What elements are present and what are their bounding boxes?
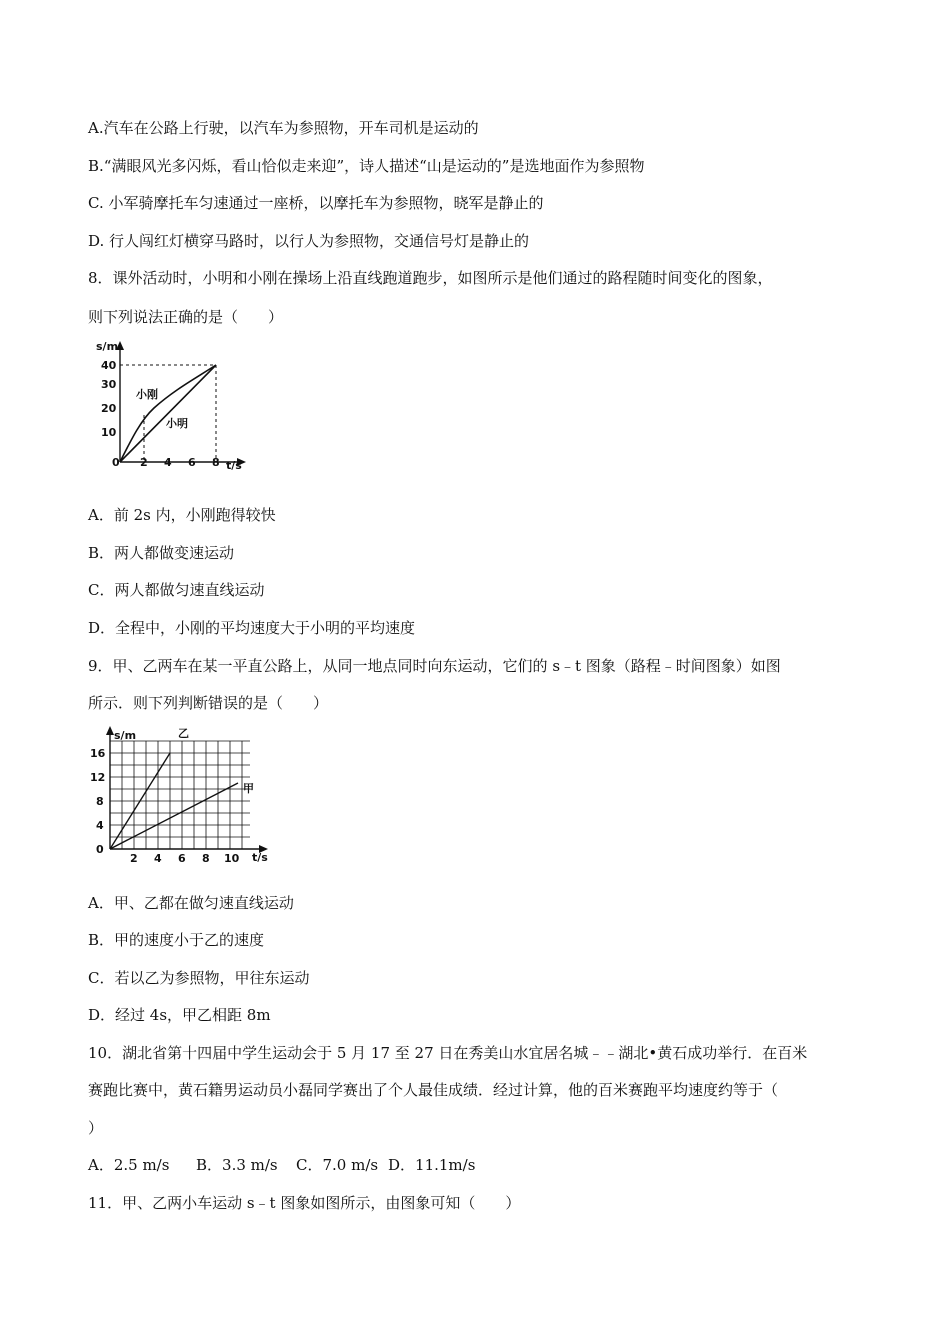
q10-stem-line2: 赛跑比赛中，黄石籍男运动员小磊同学赛出了个人最佳成绩．经过计算，他的百米赛跑平均速度约等于（ — [88, 1081, 779, 1099]
q8-option-a: A．前 2s 内，小刚跑得较快 — [88, 506, 276, 524]
q8-option-c: C．两人都做匀速直线运动 — [88, 581, 265, 599]
q9-ytick-12: 12 — [90, 771, 106, 784]
q9-ytick-0: 0 — [96, 843, 104, 856]
q9-xtick-4: 4 — [154, 852, 162, 865]
q8-ytick-10: 10 — [101, 426, 117, 439]
q8-xlabel: t/s — [226, 459, 242, 472]
q9-stem-line2: 所示．则下列判断错误的是（ ） — [88, 694, 329, 712]
q10-stem-line1: 10．湖北省第十四届中学生运动会于 5 月 17 至 27 日在秀美山水宜居名城﹣﹣湖北•黄石成功举行．在百米 — [88, 1044, 808, 1062]
q8-ylabel: s/m — [96, 340, 119, 353]
q8-option-d: D．全程中，小刚的平均速度大于小明的平均速度 — [88, 619, 416, 637]
q7-option-d: D. 行人闯红灯横穿马路时，以行人为参照物，交通信号灯是静止的 — [88, 232, 530, 250]
q9-xtick-10: 10 — [224, 852, 240, 865]
q11-stem: 11．甲、乙两小车运动 s﹣t 图象如图所示，由图象可知（ ） — [88, 1194, 521, 1212]
q8-xtick-6: 6 — [188, 456, 196, 469]
q8-option-b: B．两人都做变速运动 — [88, 544, 235, 562]
q9-xtick-2: 2 — [130, 852, 138, 865]
q8-ytick-20: 20 — [101, 402, 117, 415]
q9-option-a: A．甲、乙都在做匀速直线运动 — [88, 894, 294, 912]
q10-option-c: C．7.0 m/s — [296, 1156, 379, 1174]
q8-chart — [96, 338, 256, 473]
q9-series-jia — [110, 783, 238, 849]
q10-option-a: A．2.5 m/s — [88, 1156, 170, 1174]
q10-stem-line3: ） — [88, 1119, 104, 1137]
q8-xtick-8: 8 — [212, 456, 220, 469]
q9-ylabel: s/m — [114, 729, 137, 742]
q9-ytick-8: 8 — [96, 795, 104, 808]
q9-option-b: B．甲的速度小于乙的速度 — [88, 931, 265, 949]
q9-xtick-8: 8 — [202, 852, 210, 865]
q8-stem-line1: 8．课外活动时，小明和小刚在操场上沿直线跑道跑步，如图所示是他们通过的路程随时间变化的图象， — [88, 269, 773, 287]
q9-label-jia: 甲 — [243, 782, 254, 795]
q9-y-axis-arrow — [106, 726, 114, 735]
q9-xtick-6: 6 — [178, 852, 186, 865]
q9-ytick-4: 4 — [96, 819, 104, 832]
q8-ytick-40: 40 — [101, 359, 117, 372]
q8-xtick-2: 2 — [140, 456, 148, 469]
q9-stem-line1: 9．甲、乙两车在某一平直公路上，从同一地点同时向东运动，它们的 s﹣t 图象（路程﹣时间图象）如图 — [88, 657, 781, 675]
q9-option-c: C．若以乙为参照物，甲往东运动 — [88, 969, 310, 987]
q9-chart — [88, 724, 273, 869]
q8-label-xiaogang: 小刚 — [136, 388, 158, 401]
q8-stem-line2: 则下列说法正确的是（ ） — [88, 308, 284, 326]
q7-option-c: C. 小军骑摩托车匀速通过一座桥，以摩托车为参照物，晓军是静止的 — [88, 194, 544, 212]
q9-xlabel: t/s — [252, 851, 268, 864]
q10-option-b: B．3.3 m/s — [196, 1156, 278, 1174]
q8-series-xiaoming — [120, 365, 216, 462]
q7-option-a: A.汽车在公路上行驶，以汽车为参照物，开车司机是运动的 — [88, 119, 479, 137]
q8-xtick-0: 0 — [112, 456, 120, 469]
q9-ytick-16: 16 — [90, 747, 106, 760]
q10-options — [88, 1155, 475, 1175]
q9-label-yi: 乙 — [178, 727, 189, 740]
q7-option-b: B.“满眼风光多闪烁，看山恰似走来迎”，诗人描述“山是运动的”是选地面作为参照物 — [88, 157, 645, 175]
q10-option-d: D．11.1m/s — [388, 1156, 476, 1174]
q9-option-d: D．经过 4s，甲乙相距 8m — [88, 1006, 271, 1024]
q9-grid — [110, 741, 250, 849]
q8-label-xiaoming: 小明 — [166, 417, 188, 430]
q8-xtick-4: 4 — [164, 456, 172, 469]
q8-ytick-30: 30 — [101, 378, 117, 391]
